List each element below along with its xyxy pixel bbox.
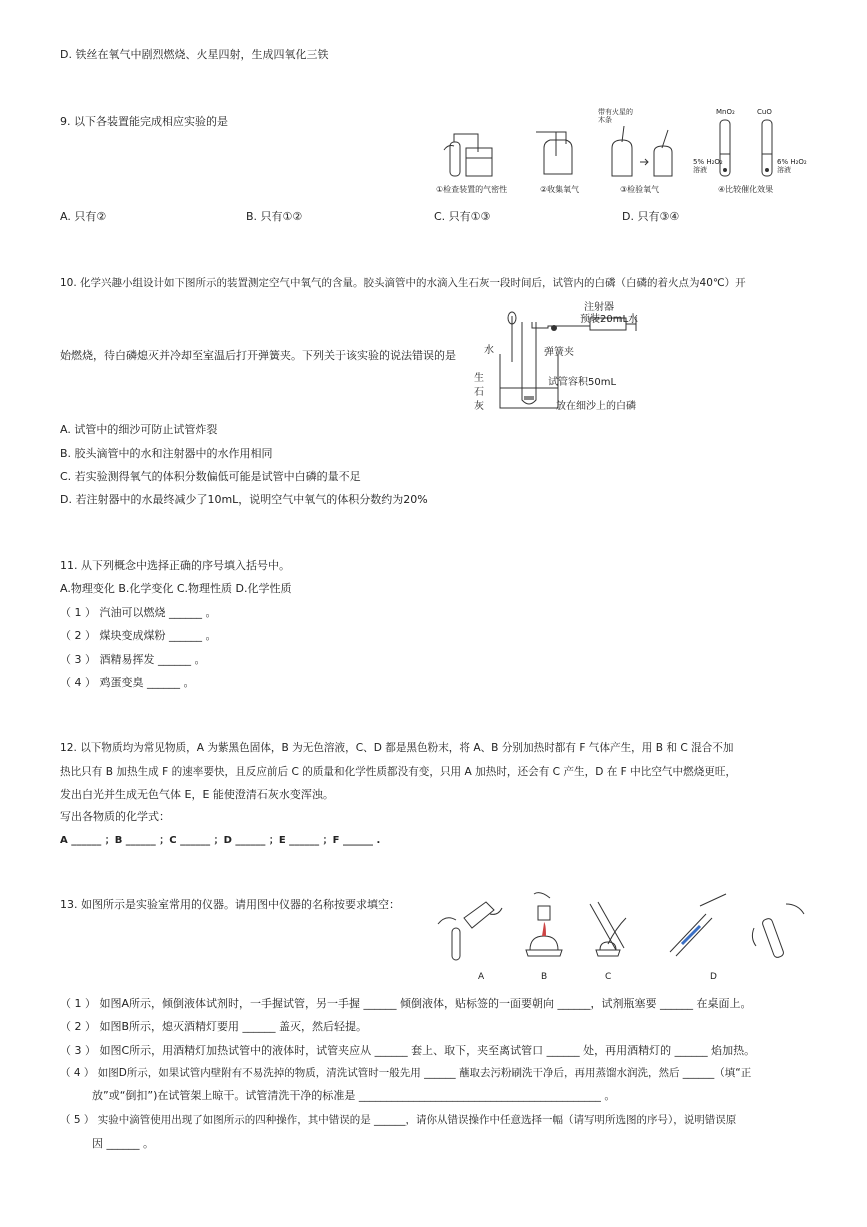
q10-option-c[interactable]: C. 若实验测得氧气的体积分数偏低可能是试管中白磷的量不足: [60, 470, 361, 483]
q9-fig4-caption: ④比较催化效果: [718, 185, 774, 194]
q13-figure-label-c: C: [605, 972, 612, 982]
q13-item-4-line1: （ 4 ） 如图D所示，如果试管内壁附有不易洗掉的物质，清洗试管时一般先用 ______ 蘸取去污粉刷洗干净后，再用蒸馏水润洗，然后 ______（填“正: [60, 1067, 752, 1079]
q13-stem: 13. 如图所示是实验室常用的仪器。请用图中仪器的名称按要求填空：: [60, 898, 400, 911]
q11-choices: A.物理变化 B.化学变化 C.物理性质 D.化学性质: [60, 582, 292, 595]
q11-item-4: （ 4 ） 鸡蛋变臭 ______ 。: [60, 676, 195, 689]
q12-line-1: 12. 以下物质均为常见物质，A 为紫黑色固体，B 为无色溶液，C、D 都是黑色粉末，将 A、B 分别加热时都有 F 气体产生，用 B 和 C 混合不加: [60, 742, 734, 754]
q10-tube-volume-label: 试管容积50mL: [548, 377, 617, 388]
q10-lime-label-3: 灰: [474, 401, 484, 412]
q11-item-2: （ 2 ） 煤块变成煤粉 ______ 。: [60, 629, 217, 642]
q9-fig2-caption: ②收集氧气: [540, 185, 580, 194]
q13-item-4-line2: 放”或“倒扣”)在试管架上晾干。试管清洗干净的标准是 ____________________________________________ 。: [92, 1089, 616, 1102]
q13-item-5-line1: （ 5 ） 实验中滴管使用出现了如图所示的四种操作，其中错误的是 ______，请你从错误操作中任意选择一幅（请写明所选图的序号），说明错误原: [60, 1114, 737, 1126]
q9-fig4-mno2-label: MnO₂: [716, 108, 735, 116]
q10-lime-label-2: 石: [474, 387, 484, 398]
q13-item-1: （ 1 ） 如图A所示，倾倒液体试剂时，一手握试管，另一手握 ______ 倾倒液体，贴标签的一面要朝向 ______，试剂瓶塞要 ______ 在桌面上。: [60, 997, 752, 1010]
q10-apparatus-drawing: [472, 292, 682, 412]
q12-line-3: 发出白光并生成无色气体 E，E 能使澄清石灰水变浑浊。: [60, 788, 334, 801]
q13-operations-drawing: [430, 888, 820, 966]
q10-water-label: 水: [484, 345, 494, 356]
q10-syringe-label: 注射器: [584, 302, 614, 313]
q8-option-d: D. 铁丝在氧气中剧烈燃烧、火星四射，生成四氧化三铁: [60, 48, 329, 61]
q13-item-3: （ 3 ） 如图C所示，用酒精灯加热试管中的液体时，试管夹应从 ______ 套上、取下，夹至离试管口 ______ 处，再用酒精灯的 ______ 焰加热。: [60, 1044, 756, 1057]
q11-stem: 11. 从下列概念中选择正确的序号填入括号中。: [60, 559, 290, 572]
q9-stem: 9. 以下各装置能完成相应实验的是: [60, 115, 228, 128]
q13-figure-label-b: B: [541, 972, 548, 982]
q9-option-b[interactable]: B. 只有①②: [246, 210, 303, 223]
q13-figure-label-d: D: [710, 972, 717, 982]
q10-syringe-fill-label: 预装20mL水: [580, 314, 639, 325]
q9-option-c[interactable]: C. 只有①③: [434, 210, 491, 223]
q12-answer-line: A ______ ；B ______ ；C ______ ；D ______ ；E ______ ；F ______ .: [60, 835, 381, 846]
q10-phosphorus-label: 放在细沙上的白磷: [556, 401, 636, 412]
q12-prompt: 写出各物质的化学式：: [60, 810, 170, 823]
q9-fig4-right-solution-label: 6% H₂O₂溶液: [777, 158, 807, 174]
q10-option-d[interactable]: D. 若注射器中的水最终减少了10mL，说明空气中氧气的体积分数约为20%: [60, 493, 428, 506]
q11-item-1: （ 1 ） 汽油可以燃烧 ______ 。: [60, 606, 217, 619]
q10-option-a[interactable]: A. 试管中的细沙可防止试管炸裂: [60, 423, 218, 436]
q11-item-3: （ 3 ） 酒精易挥发 ______ 。: [60, 653, 206, 666]
q10-lime-label-1: 生: [474, 373, 484, 384]
q13-figure: [430, 888, 820, 966]
q10-stem-line1: 10. 化学兴趣小组设计如下图所示的装置测定空气中氧气的含量。胶头滴管中的水滴入生石灰一段时间后，试管内的白磷（白磷的着火点为40℃）开: [60, 277, 746, 289]
q9-fig1-caption: ①检查装置的气密性: [436, 185, 508, 194]
q9-fig3-splint-label: 带有火星的木条: [598, 108, 633, 124]
q13-figure-label-a: A: [478, 972, 485, 982]
q10-stem-line2: 始燃烧，待白磷熄灭并冷却至室温后打开弹簧夹。下列关于该实验的说法错误的是: [60, 349, 456, 362]
q10-figure: [472, 292, 682, 412]
q9-fig4-left-solution-label: 5% H₂O₂溶液: [693, 158, 723, 174]
q13-item-2: （ 2 ） 如图B所示，熄灭酒精灯要用 ______ 盖灭，然后轻提。: [60, 1020, 368, 1033]
q9-fig3-caption: ③检验氧气: [620, 185, 660, 194]
q9-fig4-cuo-label: CuO: [757, 108, 772, 116]
q12-line-2: 热比只有 B 加热生成 F 的速率要快，且反应前后 C 的质量和化学性质都没有变，只用 A 加热时，还会有 C 产生，D 在 F 中比空气中燃烧更旺，: [60, 766, 737, 778]
q9-option-d[interactable]: D. 只有③④: [622, 210, 680, 223]
q9-option-a[interactable]: A. 只有②: [60, 210, 107, 223]
q10-clamp-label: 弹簧夹: [544, 347, 574, 358]
q13-item-5-line2: 因 ______ 。: [92, 1137, 154, 1150]
q10-option-b[interactable]: B. 胶头滴管中的水和注射器中的水作用相同: [60, 447, 273, 460]
